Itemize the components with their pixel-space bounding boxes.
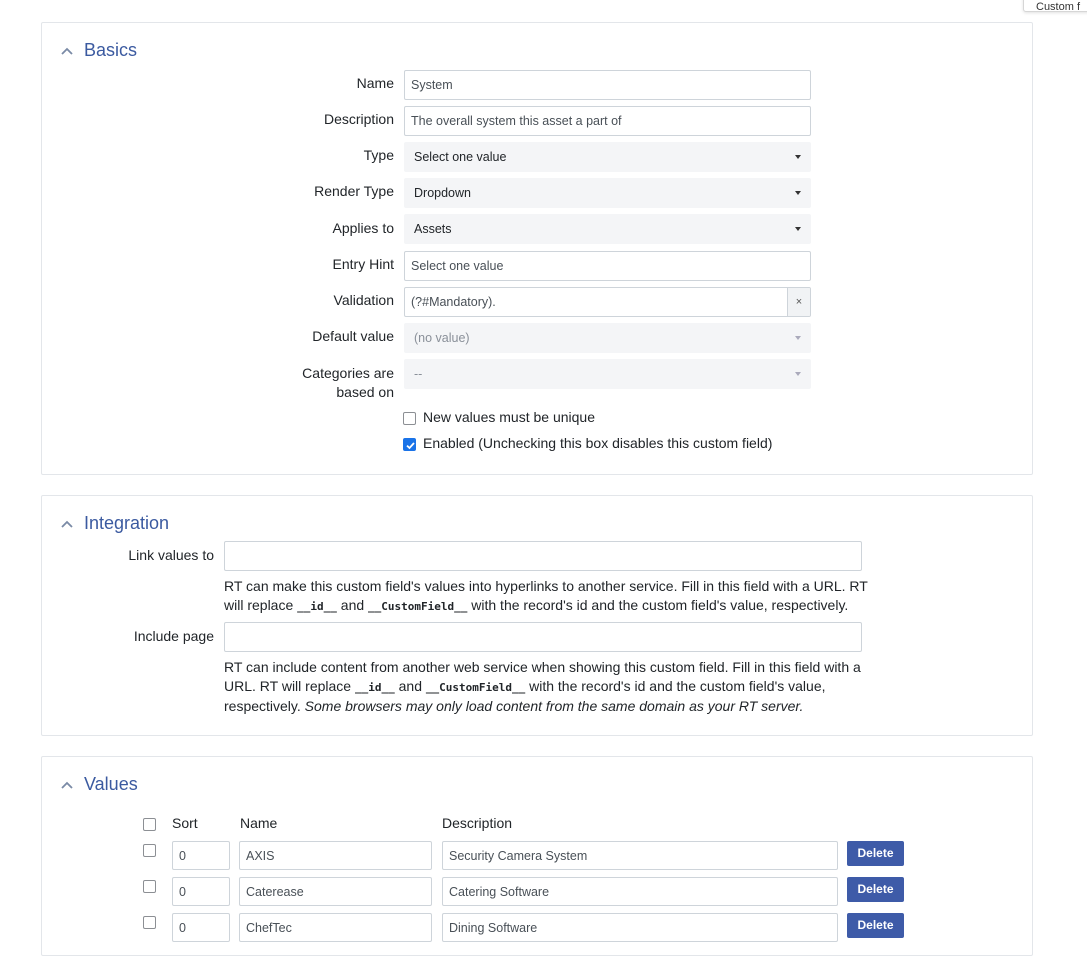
column-header-name: Name	[240, 815, 278, 831]
row-select-checkbox[interactable]	[143, 916, 156, 929]
description-label: Description	[323, 111, 394, 127]
value-name-input[interactable]: Caterease	[239, 877, 432, 906]
link-help-code-customfield: __CustomField__	[368, 600, 468, 613]
value-description-input[interactable]: Security Camera System	[442, 841, 838, 870]
values-panel	[41, 756, 1033, 956]
column-header-sort: Sort	[172, 815, 198, 831]
include-help-text: URL. RT will replace	[224, 678, 355, 694]
integration-panel	[41, 495, 1033, 736]
categories-select[interactable]	[404, 359, 811, 389]
type-select-value: Select one value	[414, 150, 507, 164]
caret-down-icon	[795, 336, 801, 340]
applies-to-select[interactable]	[404, 214, 811, 244]
integration-title: Integration	[84, 513, 170, 533]
value-description-input[interactable]: Dining Software	[442, 913, 838, 942]
sort-input[interactable]: 0	[172, 877, 230, 906]
include-page-input[interactable]	[224, 622, 862, 652]
validation-combobox[interactable]	[404, 287, 811, 317]
select-all-checkbox[interactable]	[143, 818, 156, 831]
include-page-help	[224, 658, 884, 716]
render-type-label: Render Type	[314, 183, 394, 199]
name-label: Name	[356, 75, 394, 91]
validation-label: Validation	[333, 292, 394, 308]
type-label: Type	[363, 147, 394, 163]
entry-hint-label: Entry Hint	[332, 256, 394, 272]
include-help-line1: RT can include content from another web service when showing this custom field. Fill in this field with a	[224, 659, 861, 675]
include-help-note: Some browsers may only load content from the same domain as your RT server.	[304, 698, 804, 714]
basics-header[interactable]	[60, 40, 137, 61]
sort-input[interactable]: 0	[172, 913, 230, 942]
integration-header[interactable]	[60, 513, 169, 534]
render-type-select-value: Dropdown	[414, 186, 471, 200]
link-values-help	[224, 577, 884, 616]
default-value-label: Default value	[312, 328, 394, 344]
value-description-input[interactable]: Catering Software	[442, 877, 838, 906]
include-help-code-customfield: __CustomField__	[425, 681, 526, 694]
caret-down-icon	[795, 227, 801, 231]
basics-title: Basics	[84, 40, 138, 60]
render-type-select[interactable]	[404, 178, 811, 208]
link-values-input[interactable]	[224, 541, 862, 571]
delete-button[interactable]: Delete	[847, 913, 904, 938]
link-help-code-id: __id__	[297, 600, 337, 613]
link-help-text: with the record's id and the custom field's value, respectively.	[467, 597, 849, 613]
name-input[interactable]: System	[404, 70, 811, 100]
value-name-input[interactable]: AXIS	[239, 841, 432, 870]
custom-field-tab-tooltip[interactable]: Custom f	[1023, 0, 1087, 12]
link-help-line2	[224, 596, 884, 616]
categories-label-line2: based on	[336, 384, 394, 400]
categories-select-value: --	[414, 367, 423, 381]
applies-to-label: Applies to	[332, 220, 394, 236]
applies-to-select-value: Assets	[414, 222, 452, 236]
include-help-text: respectively.	[224, 698, 305, 714]
link-help-text: and	[336, 597, 369, 613]
include-page-label: Include page	[133, 628, 214, 644]
enabled-label: Enabled (Unchecking this box disables this custom field)	[423, 435, 773, 451]
delete-button[interactable]: Delete	[847, 877, 904, 902]
basics-panel	[41, 22, 1033, 475]
enabled-checkbox[interactable]	[403, 438, 416, 451]
chevron-up-icon[interactable]	[60, 780, 74, 790]
values-title: Values	[84, 774, 138, 794]
value-name-input[interactable]: ChefTec	[239, 913, 432, 942]
column-header-description: Description	[442, 815, 513, 831]
row-select-checkbox[interactable]	[143, 844, 156, 857]
unique-values-checkbox[interactable]	[403, 412, 416, 425]
caret-down-icon	[795, 191, 801, 195]
type-select[interactable]	[404, 142, 811, 172]
link-values-label: Link values to	[128, 547, 214, 563]
values-header[interactable]	[60, 774, 138, 795]
categories-label-line1: Categories are	[302, 365, 394, 381]
include-help-line2	[224, 677, 884, 697]
categories-label	[242, 364, 394, 402]
link-help-text: will replace	[224, 597, 298, 613]
caret-down-icon	[795, 155, 801, 159]
link-help-line1: RT can make this custom field's values into hyperlinks to another service. Fill in this field with a URL. RT	[224, 578, 868, 594]
caret-down-icon	[795, 372, 801, 376]
delete-button[interactable]: Delete	[847, 841, 904, 866]
include-help-text: and	[394, 678, 426, 694]
include-help-line3	[224, 697, 884, 716]
description-input[interactable]: The overall system this asset a part of	[404, 106, 811, 136]
entry-hint-input[interactable]: Select one value	[404, 251, 811, 281]
include-help-text: with the record's id and the custom field's value,	[525, 678, 826, 694]
validation-value: (?#Mandatory).	[411, 295, 496, 309]
include-help-code-id: __id__	[354, 681, 395, 694]
clear-validation-button[interactable]: ×	[787, 288, 810, 316]
sort-input[interactable]: 0	[172, 841, 230, 870]
unique-values-label: New values must be unique	[423, 409, 595, 425]
checkmark-icon	[405, 440, 416, 451]
chevron-up-icon[interactable]	[60, 519, 74, 529]
default-value-select[interactable]	[404, 323, 811, 353]
row-select-checkbox[interactable]	[143, 880, 156, 893]
chevron-up-icon[interactable]	[60, 46, 74, 56]
default-value-select-value: (no value)	[414, 331, 470, 345]
